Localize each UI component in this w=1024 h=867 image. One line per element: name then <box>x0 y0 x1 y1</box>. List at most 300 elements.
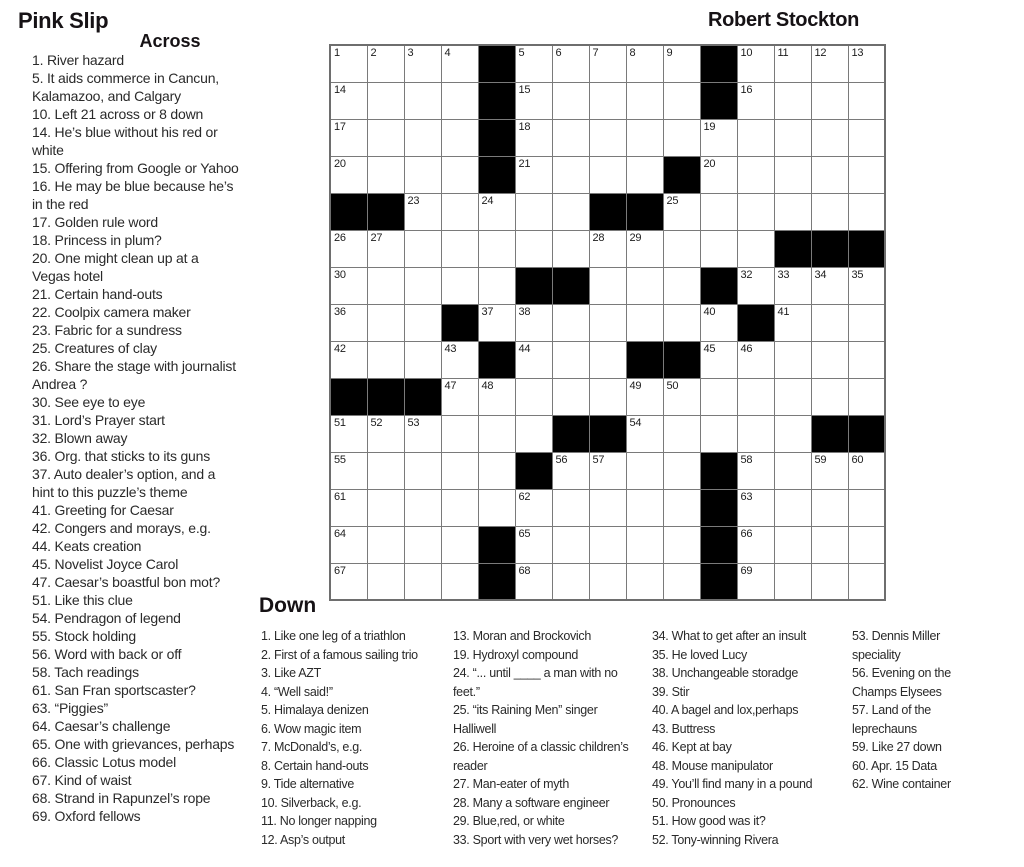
grid-cell-r3c10[interactable] <box>663 119 700 156</box>
grid-cell-r3c14[interactable] <box>811 119 848 156</box>
grid-cell-r8c13[interactable] <box>774 304 811 341</box>
grid-cell-r5c5[interactable] <box>478 193 515 230</box>
grid-cell-r15c14[interactable] <box>811 563 848 600</box>
grid-cell-r10c6[interactable] <box>515 378 552 415</box>
grid-cell-r11c2[interactable] <box>367 415 404 452</box>
black-cell-r3c5 <box>478 119 515 156</box>
grid-cell-r13c13[interactable] <box>774 489 811 526</box>
grid-cell-r9c2[interactable] <box>367 341 404 378</box>
grid-cell-r8c10[interactable] <box>663 304 700 341</box>
grid-cell-r15c2[interactable] <box>367 563 404 600</box>
grid-cell-r8c8[interactable] <box>589 304 626 341</box>
cell-number: 11 <box>777 47 789 59</box>
grid-cell-r12c10[interactable] <box>663 452 700 489</box>
grid-cell-r13c2[interactable] <box>367 489 404 526</box>
grid-cell-r4c6[interactable] <box>515 156 552 193</box>
down-clue: 25. “its Raining Men” singer Halliwell <box>453 703 598 736</box>
grid-cell-r4c11[interactable] <box>700 156 737 193</box>
grid-cell-r14c7[interactable] <box>552 526 589 563</box>
grid-cell-r1c6[interactable] <box>515 45 552 82</box>
across-clue: 22. Coolpix camera maker <box>32 304 191 320</box>
grid-cell-r2c13[interactable] <box>774 82 811 119</box>
black-cell-r10c1 <box>330 378 367 415</box>
across-clue: 16. He may be blue because he’s in the red <box>32 178 234 212</box>
grid-cell-r6c5[interactable] <box>478 230 515 267</box>
down-clue: 5. Himalaya denizen <box>261 703 369 717</box>
grid-cell-r6c11[interactable] <box>700 230 737 267</box>
grid-cell-r1c1[interactable] <box>330 45 367 82</box>
grid-cell-r11c3[interactable] <box>404 415 441 452</box>
cell-number: 25 <box>666 194 679 207</box>
black-cell-r8c4 <box>441 304 478 341</box>
grid-cell-r14c12[interactable] <box>737 526 774 563</box>
cell-number: 42 <box>334 342 346 355</box>
across-clue: 5. It aids commerce in Cancun, Kalamazoo, and Calgary <box>32 70 219 104</box>
grid-cell-r9c1[interactable] <box>330 341 367 378</box>
grid-cell-r8c1[interactable] <box>330 304 367 341</box>
black-cell-r2c11 <box>700 82 737 119</box>
grid-cell-r3c13[interactable] <box>774 119 811 156</box>
grid-cell-r1c7[interactable] <box>552 45 589 82</box>
cell-number: 51 <box>334 416 346 429</box>
cell-number: 14 <box>334 83 346 96</box>
grid-cell-r8c11[interactable] <box>700 304 737 341</box>
grid-cell-r12c1[interactable] <box>330 452 367 489</box>
grid-cell-r6c7[interactable] <box>552 230 589 267</box>
grid-cell-r2c1[interactable] <box>330 82 367 119</box>
grid-cell-r8c2[interactable] <box>367 304 404 341</box>
grid-cell-r15c12[interactable] <box>737 563 774 600</box>
grid-cell-r14c13[interactable] <box>774 526 811 563</box>
grid-cell-r2c6[interactable] <box>515 82 552 119</box>
grid-cell-r5c10[interactable] <box>663 193 700 230</box>
grid-cell-r4c15[interactable] <box>848 156 885 193</box>
grid-cell-r7c4[interactable] <box>441 267 478 304</box>
grid-cell-r10c12[interactable] <box>737 378 774 415</box>
down-clue: 27. Man-eater of myth <box>453 777 569 791</box>
grid-cell-r12c9[interactable] <box>626 452 663 489</box>
grid-cell-r6c10[interactable] <box>663 230 700 267</box>
cell-number: 67 <box>334 564 346 577</box>
grid-cell-r4c9[interactable] <box>626 156 663 193</box>
grid-cell-r2c2[interactable] <box>367 82 404 119</box>
grid-cell-r5c12[interactable] <box>737 193 774 230</box>
grid-cell-r5c4[interactable] <box>441 193 478 230</box>
grid-cell-r2c3[interactable] <box>404 82 441 119</box>
grid-cell-r7c2[interactable] <box>367 267 404 304</box>
grid-cell-r2c14[interactable] <box>811 82 848 119</box>
grid-cell-r14c1[interactable] <box>330 526 367 563</box>
grid-cell-r1c12[interactable] <box>737 45 774 82</box>
grid-cell-r3c11[interactable] <box>700 119 737 156</box>
down-clue: 13. Moran and Brockovich <box>453 629 592 643</box>
down-clue: 24. “... until ____ a man with no feet.” <box>453 666 618 699</box>
grid-cell-r2c4[interactable] <box>441 82 478 119</box>
grid-cell-r12c14[interactable] <box>811 452 848 489</box>
across-clue: 67. Kind of waist <box>32 772 132 788</box>
grid-cell-r6c1[interactable] <box>330 230 367 267</box>
grid-cell-r5c11[interactable] <box>700 193 737 230</box>
grid-cell-r12c7[interactable] <box>552 452 589 489</box>
grid-cell-r1c9[interactable] <box>626 45 663 82</box>
grid-cell-r5c7[interactable] <box>552 193 589 230</box>
grid-cell-r3c9[interactable] <box>626 119 663 156</box>
cell-number: 47 <box>444 379 457 392</box>
grid-cell-r14c15[interactable] <box>848 526 885 563</box>
grid-cell-r3c8[interactable] <box>589 119 626 156</box>
grid-cell-r15c3[interactable] <box>404 563 441 600</box>
grid-cell-r10c7[interactable] <box>552 378 589 415</box>
grid-cell-r14c10[interactable] <box>663 526 700 563</box>
grid-cell-r13c8[interactable] <box>589 489 626 526</box>
grid-cell-r13c4[interactable] <box>441 489 478 526</box>
grid-cell-r5c13[interactable] <box>774 193 811 230</box>
grid-cell-r13c9[interactable] <box>626 489 663 526</box>
cell-number: 60 <box>851 453 864 466</box>
across-clue: 63. “Piggies” <box>32 700 108 716</box>
grid-cell-r1c15[interactable] <box>848 45 885 82</box>
cell-number: 62 <box>518 490 531 503</box>
grid-cell-r5c15[interactable] <box>848 193 885 230</box>
grid-cell-r13c15[interactable] <box>848 489 885 526</box>
grid-cell-r12c15[interactable] <box>848 452 885 489</box>
down-clue: 52. Tony-winning Rivera <box>652 832 779 847</box>
grid-row <box>330 378 885 415</box>
cell-number: 30 <box>334 268 346 281</box>
grid-cell-r6c2[interactable] <box>367 230 404 267</box>
grid-cell-r9c15[interactable] <box>848 341 885 378</box>
grid-cell-r15c4[interactable] <box>441 563 478 600</box>
cell-number: 69 <box>740 564 753 577</box>
across-clue: 14. He’s blue without his red or white <box>32 124 218 158</box>
cell-number: 6 <box>555 47 562 59</box>
grid-cell-r13c6[interactable] <box>515 489 552 526</box>
cell-number: 68 <box>518 564 531 577</box>
grid-cell-r7c10[interactable] <box>663 267 700 304</box>
down-clue: 60. Apr. 15 Data <box>852 758 937 773</box>
black-cell-r7c6 <box>515 267 552 304</box>
grid-cell-r7c5[interactable] <box>478 267 515 304</box>
down-column-3 <box>652 627 848 849</box>
down-clue: 57. Land of the leprechauns <box>852 703 931 736</box>
grid-cell-r3c2[interactable] <box>367 119 404 156</box>
across-clue: 44. Keats creation <box>32 538 142 554</box>
grid-cell-r3c12[interactable] <box>737 119 774 156</box>
across-clue: 32. Blown away <box>32 430 128 446</box>
grid-cell-r12c13[interactable] <box>774 452 811 489</box>
grid-cell-r2c12[interactable] <box>737 82 774 119</box>
grid-cell-r5c14[interactable] <box>811 193 848 230</box>
grid-cell-r7c1[interactable] <box>330 267 367 304</box>
puzzle-title: Pink Slip <box>18 8 109 33</box>
grid-cell-r11c12[interactable] <box>737 415 774 452</box>
grid-cell-r14c3[interactable] <box>404 526 441 563</box>
grid-cell-r7c14[interactable] <box>811 267 848 304</box>
cell-number: 46 <box>740 342 753 355</box>
grid-cell-r15c10[interactable] <box>663 563 700 600</box>
grid-cell-r4c3[interactable] <box>404 156 441 193</box>
grid-cell-r6c3[interactable] <box>404 230 441 267</box>
grid-cell-r9c3[interactable] <box>404 341 441 378</box>
grid-cell-r10c5[interactable] <box>478 378 515 415</box>
down-clue: 50. Pronounces <box>652 795 736 810</box>
grid-cell-r8c7[interactable] <box>552 304 589 341</box>
grid-cell-r14c4[interactable] <box>441 526 478 563</box>
grid-row <box>330 563 885 600</box>
grid-cell-r6c6[interactable] <box>515 230 552 267</box>
across-clue: 58. Tach readings <box>32 664 139 680</box>
cell-number: 2 <box>370 47 377 59</box>
grid-cell-r2c8[interactable] <box>589 82 626 119</box>
grid-cell-r12c3[interactable] <box>404 452 441 489</box>
grid-row <box>330 193 885 230</box>
grid-cell-r6c9[interactable] <box>626 230 663 267</box>
grid-cell-r11c5[interactable] <box>478 415 515 452</box>
grid-cell-r10c4[interactable] <box>441 378 478 415</box>
grid-cell-r15c15[interactable] <box>848 563 885 600</box>
grid-cell-r11c4[interactable] <box>441 415 478 452</box>
across-clue: 47. Caesar’s boastful bon mot? <box>32 574 221 590</box>
grid-cell-r2c7[interactable] <box>552 82 589 119</box>
grid-cell-r3c7[interactable] <box>552 119 589 156</box>
cell-number: 16 <box>740 83 753 96</box>
grid-cell-r13c10[interactable] <box>663 489 700 526</box>
cell-number: 29 <box>629 231 642 244</box>
grid-cell-r8c6[interactable] <box>515 304 552 341</box>
grid-cell-r14c8[interactable] <box>589 526 626 563</box>
down-clue: 46. Kept at bay <box>652 740 732 754</box>
grid-cell-r8c15[interactable] <box>848 304 885 341</box>
grid-cell-r2c10[interactable] <box>663 82 700 119</box>
grid-cell-r13c1[interactable] <box>330 489 367 526</box>
down-clue: 39. Stir <box>652 684 690 699</box>
grid-cell-r11c6[interactable] <box>515 415 552 452</box>
cell-number: 12 <box>814 47 827 59</box>
grid-cell-r8c14[interactable] <box>811 304 848 341</box>
grid-row <box>330 304 885 341</box>
across-clue: 18. Princess in plum? <box>32 232 162 248</box>
grid-cell-r14c2[interactable] <box>367 526 404 563</box>
grid-cell-r10c15[interactable] <box>848 378 885 415</box>
grid-cell-r15c6[interactable] <box>515 563 552 600</box>
down-column-2 <box>453 627 633 849</box>
grid-cell-r10c9[interactable] <box>626 378 663 415</box>
grid-cell-r9c11[interactable] <box>700 341 737 378</box>
grid-cell-r1c4[interactable] <box>441 45 478 82</box>
cell-number: 54 <box>629 416 642 429</box>
grid-cell-r1c14[interactable] <box>811 45 848 82</box>
black-cell-r10c3 <box>404 378 441 415</box>
grid-cell-r13c5[interactable] <box>478 489 515 526</box>
grid-cell-r9c12[interactable] <box>737 341 774 378</box>
grid-cell-r15c9[interactable] <box>626 563 663 600</box>
grid-cell-r7c13[interactable] <box>774 267 811 304</box>
grid-cell-r1c10[interactable] <box>663 45 700 82</box>
grid-cell-r5c3[interactable] <box>404 193 441 230</box>
grid-cell-r7c3[interactable] <box>404 267 441 304</box>
grid-cell-r3c4[interactable] <box>441 119 478 156</box>
grid-row <box>330 156 885 193</box>
across-clue: 36. Org. that sticks to its guns <box>32 448 211 464</box>
grid-cell-r11c1[interactable] <box>330 415 367 452</box>
down-clue: 33. Sport with very wet horses? <box>453 832 619 847</box>
grid-cell-r14c6[interactable] <box>515 526 552 563</box>
down-clue: 11. No longer napping <box>261 814 377 828</box>
cell-number: 10 <box>740 47 753 59</box>
cell-number: 35 <box>851 268 864 281</box>
grid-cell-r15c8[interactable] <box>589 563 626 600</box>
grid-cell-r6c12[interactable] <box>737 230 774 267</box>
grid-cell-r1c2[interactable] <box>367 45 404 82</box>
grid-cell-r11c11[interactable] <box>700 415 737 452</box>
cell-number: 38 <box>518 305 531 318</box>
grid-cell-r13c7[interactable] <box>552 489 589 526</box>
black-cell-r15c11 <box>700 563 737 600</box>
black-cell-r7c11 <box>700 267 737 304</box>
grid-cell-r10c14[interactable] <box>811 378 848 415</box>
cell-number: 59 <box>814 453 827 466</box>
grid-cell-r15c7[interactable] <box>552 563 589 600</box>
grid-cell-r1c3[interactable] <box>404 45 441 82</box>
grid-cell-r3c6[interactable] <box>515 119 552 156</box>
cell-number: 41 <box>777 305 790 318</box>
black-cell-r6c14 <box>811 230 848 267</box>
cell-number: 52 <box>370 416 383 429</box>
black-cell-r5c1 <box>330 193 367 230</box>
grid-cell-r9c6[interactable] <box>515 341 552 378</box>
grid-cell-r9c7[interactable] <box>552 341 589 378</box>
grid-cell-r7c15[interactable] <box>848 267 885 304</box>
black-cell-r9c10 <box>663 341 700 378</box>
grid-cell-r4c12[interactable] <box>737 156 774 193</box>
cell-number: 21 <box>518 157 531 170</box>
grid-cell-r7c12[interactable] <box>737 267 774 304</box>
grid-cell-r3c1[interactable] <box>330 119 367 156</box>
down-clue: 56. Evening on the Champs Elysees <box>852 666 951 699</box>
grid-cell-r11c13[interactable] <box>774 415 811 452</box>
grid-cell-r4c1[interactable] <box>330 156 367 193</box>
cell-number: 56 <box>555 453 568 466</box>
down-clue: 59. Like 27 down <box>852 740 942 754</box>
grid-cell-r4c13[interactable] <box>774 156 811 193</box>
grid-cell-r4c2[interactable] <box>367 156 404 193</box>
grid-cell-r4c8[interactable] <box>589 156 626 193</box>
cell-number: 65 <box>518 527 531 540</box>
cell-number: 24 <box>481 194 494 207</box>
grid-cell-r7c8[interactable] <box>589 267 626 304</box>
grid-cell-r15c1[interactable] <box>330 563 367 600</box>
grid-cell-r12c2[interactable] <box>367 452 404 489</box>
grid-cell-r1c13[interactable] <box>774 45 811 82</box>
cell-number: 32 <box>740 268 753 281</box>
grid-row <box>330 526 885 563</box>
across-heading: Across <box>139 31 201 51</box>
grid-cell-r13c12[interactable] <box>737 489 774 526</box>
grid-cell-r10c13[interactable] <box>774 378 811 415</box>
grid-cell-r10c8[interactable] <box>589 378 626 415</box>
grid-cell-r12c5[interactable] <box>478 452 515 489</box>
cell-number: 13 <box>851 47 864 59</box>
across-clue: 30. See eye to eye <box>32 394 146 410</box>
down-clue: 53. Dennis Miller speciality <box>852 629 940 662</box>
grid-cell-r13c14[interactable] <box>811 489 848 526</box>
grid-cell-r14c9[interactable] <box>626 526 663 563</box>
grid-cell-r14c14[interactable] <box>811 526 848 563</box>
down-clue: 62. Wine container <box>852 777 951 791</box>
grid-cell-r2c9[interactable] <box>626 82 663 119</box>
grid-cell-r7c9[interactable] <box>626 267 663 304</box>
cell-number: 64 <box>334 527 346 540</box>
black-cell-r5c8 <box>589 193 626 230</box>
grid-cell-r3c3[interactable] <box>404 119 441 156</box>
cell-number: 44 <box>518 342 531 355</box>
grid-cell-r2c15[interactable] <box>848 82 885 119</box>
grid-row <box>330 45 885 82</box>
grid-cell-r9c4[interactable] <box>441 341 478 378</box>
grid-cell-r5c6[interactable] <box>515 193 552 230</box>
grid-row <box>330 489 885 526</box>
grid-row <box>330 452 885 489</box>
black-cell-r5c9 <box>626 193 663 230</box>
grid-cell-r12c8[interactable] <box>589 452 626 489</box>
grid-cell-r1c8[interactable] <box>589 45 626 82</box>
cell-number: 33 <box>777 268 790 281</box>
grid-cell-r8c9[interactable] <box>626 304 663 341</box>
grid-cell-r4c7[interactable] <box>552 156 589 193</box>
grid-cell-r9c13[interactable] <box>774 341 811 378</box>
cell-number: 49 <box>629 379 642 392</box>
cell-number: 36 <box>334 305 346 318</box>
grid-cell-r8c3[interactable] <box>404 304 441 341</box>
black-cell-r6c13 <box>774 230 811 267</box>
down-clue: 6. Wow magic item <box>261 721 362 736</box>
grid-cell-r11c9[interactable] <box>626 415 663 452</box>
cell-number: 48 <box>481 379 494 392</box>
crossword-grid <box>329 44 886 601</box>
down-heading: Down <box>259 594 317 617</box>
grid-cell-r4c4[interactable] <box>441 156 478 193</box>
black-cell-r4c5 <box>478 156 515 193</box>
grid-cell-r12c12[interactable] <box>737 452 774 489</box>
grid-cell-r3c15[interactable] <box>848 119 885 156</box>
grid-row <box>330 82 885 119</box>
grid-cell-r11c10[interactable] <box>663 415 700 452</box>
grid-cell-r10c10[interactable] <box>663 378 700 415</box>
grid-cell-r6c4[interactable] <box>441 230 478 267</box>
grid-cell-r9c8[interactable] <box>589 341 626 378</box>
grid-cell-r12c4[interactable] <box>441 452 478 489</box>
black-cell-r10c2 <box>367 378 404 415</box>
grid-cell-r15c13[interactable] <box>774 563 811 600</box>
down-clue: 1. Like one leg of a triathlon <box>261 629 406 643</box>
cell-number: 19 <box>703 120 716 133</box>
across-clue: 55. Stock holding <box>32 628 137 644</box>
grid-cell-r9c14[interactable] <box>811 341 848 378</box>
cell-number: 57 <box>592 453 605 466</box>
black-cell-r1c5 <box>478 45 515 82</box>
cell-number: 37 <box>481 305 494 318</box>
grid-cell-r6c8[interactable] <box>589 230 626 267</box>
across-clue: 1. River hazard <box>32 52 124 68</box>
grid-cell-r10c11[interactable] <box>700 378 737 415</box>
grid-cell-r13c3[interactable] <box>404 489 441 526</box>
cell-number: 7 <box>592 47 599 59</box>
cell-number: 34 <box>814 268 827 281</box>
grid-cell-r8c5[interactable] <box>478 304 515 341</box>
cell-number: 66 <box>740 527 753 540</box>
grid-cell-r4c14[interactable] <box>811 156 848 193</box>
across-clue: 51. Like this clue <box>32 592 133 608</box>
